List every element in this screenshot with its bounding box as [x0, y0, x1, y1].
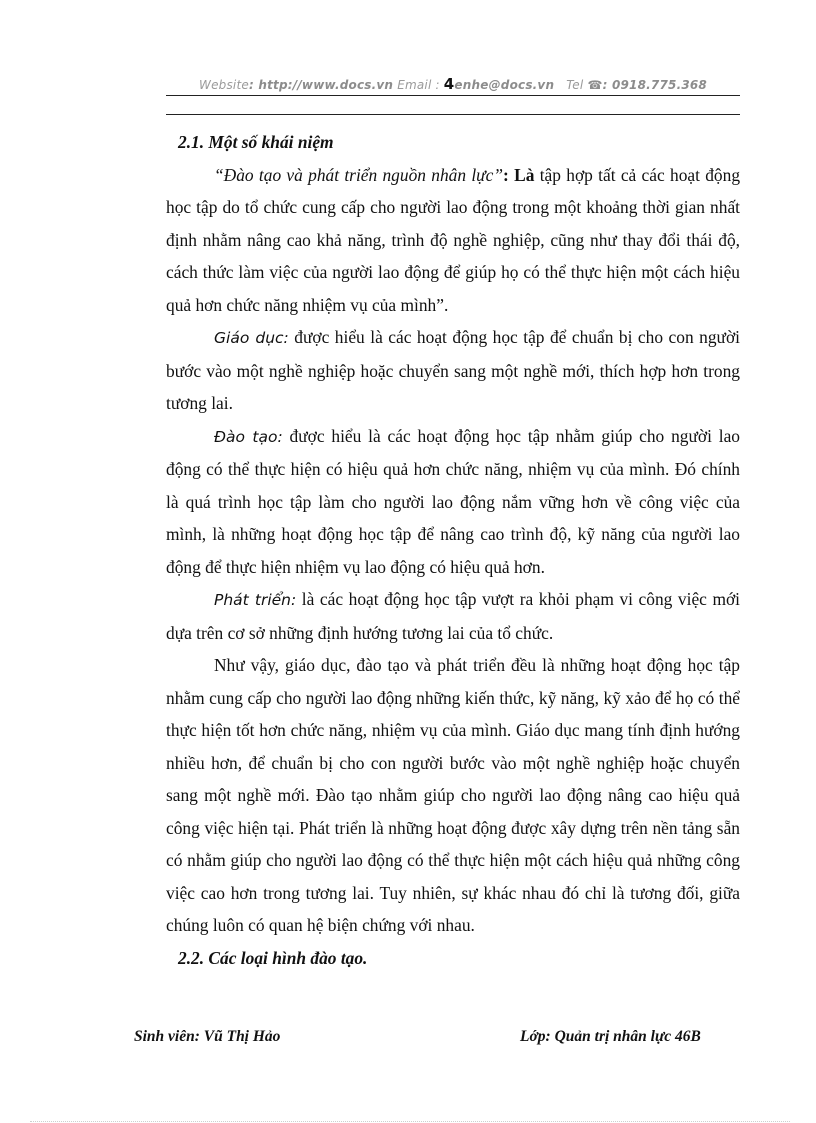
document-body [166, 126, 740, 974]
term-hrd: “Đào tạo và phát triển nguồn nhân lực” [214, 164, 504, 185]
website-label: Website [199, 78, 249, 92]
definition-lead-word: Là [514, 164, 535, 185]
term-development: Phát triển: [214, 591, 297, 609]
footer-student: Sinh viên: Vũ Thị Hảo [134, 1028, 281, 1045]
tel-label: Tel [566, 78, 588, 92]
paragraph-definition-hrd [166, 159, 740, 322]
header-divider [166, 95, 740, 96]
email-label: Email : [393, 78, 444, 92]
email-address[interactable]: enhe@docs.vn [454, 78, 555, 92]
definition-education-text: được hiểu là các hoạt động học tập để chuẩn bị cho con người bước vào một nghề nghiệp hoặc chuyển sang một nghề mới, thích hợp hơn trong tương lai. [166, 327, 740, 413]
section-heading-2-2: 2.2. Các loại hình đào tạo. [178, 947, 368, 968]
tel-number: ☎: 0918.775.368 [587, 78, 707, 92]
term-education: Giáo dục: [214, 329, 289, 347]
term-training: Đào tạo: [214, 427, 283, 446]
page-number: 4 [443, 75, 455, 93]
definition-hrd-text: tập hợp tất cả các hoạt động học tập do tổ chức cung cấp cho người lao động trong một khoảng thời gian nhất định nhằm nâng cao khả năng, trình độ nghề nghiệp, cũng như thay đổi thái độ, cách thức làm việc của người lao động để giúp họ có thể thực hiện một cách hiệu quả hơn chức năng nhiệm vụ của mình”. [166, 164, 741, 315]
footer-class: Lớp: Quản trị nhân lực 46B [520, 1028, 701, 1045]
paragraph-training [166, 420, 740, 584]
page-header [166, 75, 740, 93]
page-bottom-border [30, 1121, 790, 1122]
paragraph-development [166, 583, 740, 649]
paragraph-summary: Như vậy, giáo dục, đào tạo và phát triển đều là những hoạt động học tập nhằm cung cấp cho người lao động những kiến thức, kỹ năng, kỹ xảo để họ có thể thực hiện tốt hơn chức năng, nhiệm vụ của mình. Giáo dục mang tính định hướng nhiều hơn, để chuẩn bị cho con người bước vào một nghề nghiệp hoặc chuyển sang một nghề mới. Đào tạo nhằm giúp cho người lao động nâng cao hiệu quả công việc hiện tại. Phát triển là những hoạt động được xây dựng trên nền tảng sẵn có nhằm giúp cho người lao động có thể thực hiện một cách hiệu quả những công việc cao hơn trong tương lai. Tuy nhiên, sự khác nhau đó chỉ là tương đối, giữa chúng luôn có quan hệ biện chứng với nhau. [166, 655, 740, 935]
paragraph-education [166, 321, 740, 420]
website-url[interactable]: : http://www.docs.vn [248, 78, 394, 92]
definition-training-text: được hiểu là các hoạt động học tập nhằm giúp cho người lao động có thể thực hiện có hiệu quả hơn chức năng, nhiệm vụ của mình. Đó chính là quá trình học tập làm cho người lao động nắm vững hơn về công việc của mình, là những hoạt động học tập để nâng cao trình độ, kỹ năng của người lao động để thực hiện nhiệm vụ lao động có hiệu quả hơn. [166, 425, 740, 577]
section-heading-2-1: 2.1. Một số khái niệm [178, 132, 334, 152]
header-divider-lower [166, 114, 740, 115]
term-hrd-colon: : [503, 164, 515, 185]
definition-development-text: là các hoạt động học tập vượt ra khỏi phạm vi công việc mới dựa trên cơ sở những định hướng tương lai của tổ chức. [166, 589, 740, 643]
